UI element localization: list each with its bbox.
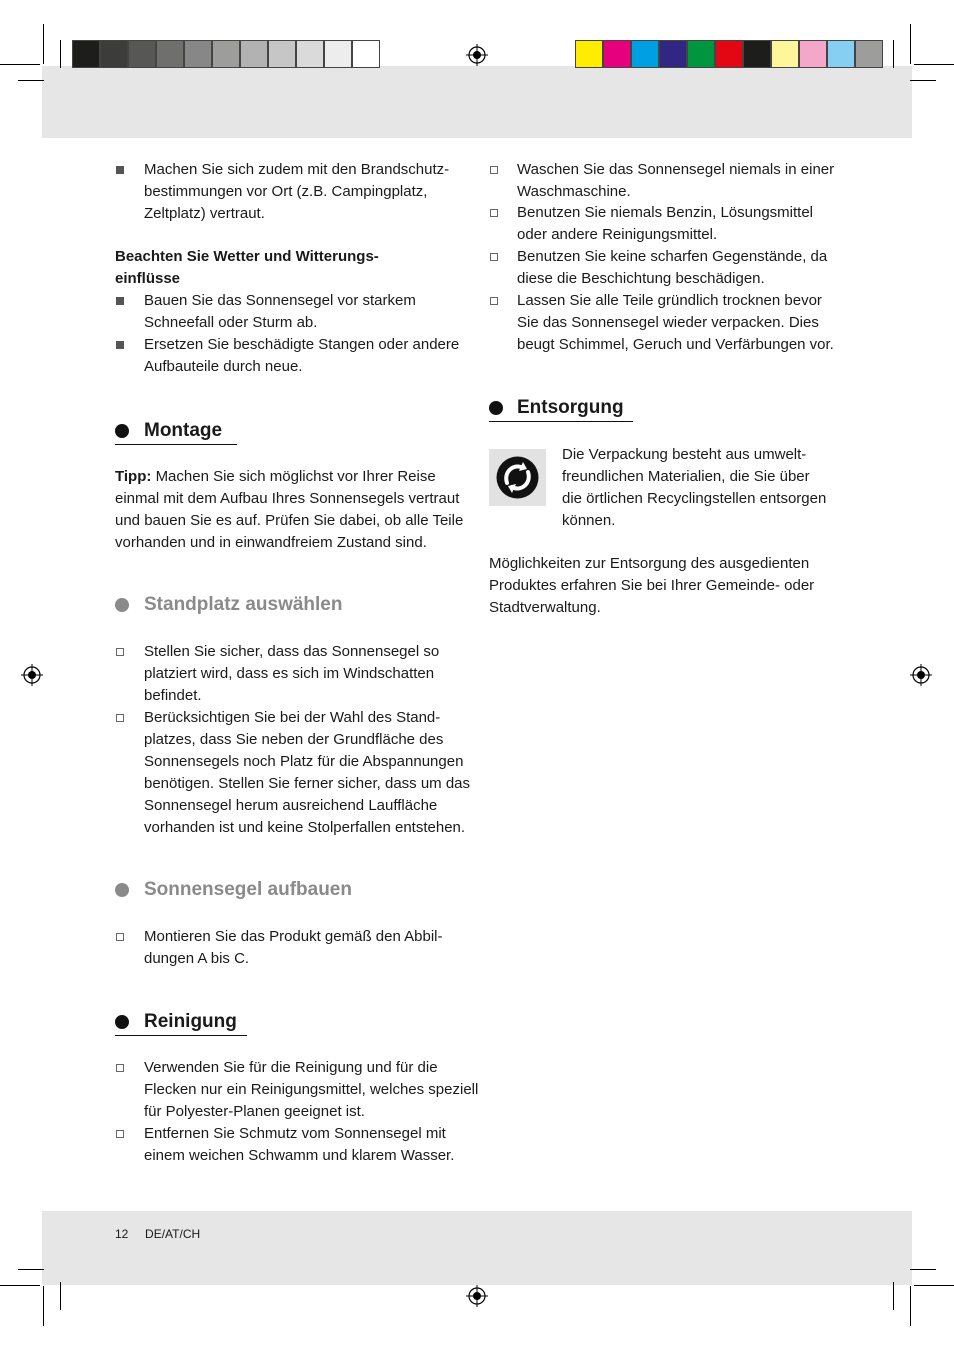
- footer-band: [42, 1211, 912, 1285]
- registration-mark-icon: [21, 664, 43, 686]
- color-swatch: [72, 40, 100, 68]
- checkbox-bullet-icon: [490, 297, 498, 305]
- square-bullet-icon: [116, 297, 124, 305]
- checkbox-bullet-icon: [116, 933, 124, 941]
- color-swatch: [296, 40, 324, 68]
- color-swatch: [743, 40, 771, 68]
- color-swatch: [240, 40, 268, 68]
- color-swatch: [268, 40, 296, 68]
- entsorgung-heading: Entsorgung: [517, 397, 624, 418]
- section-bullet-icon: [115, 883, 129, 897]
- color-swatch: [212, 40, 240, 68]
- page-footer: [115, 1226, 200, 1242]
- color-swatch: [128, 40, 156, 68]
- checkbox-bullet-icon: [116, 648, 124, 656]
- square-bullet-icon: [116, 166, 124, 174]
- page-number: 12: [115, 1227, 129, 1241]
- header-band: [42, 66, 912, 138]
- checkbox-bullet-icon: [490, 166, 498, 174]
- section-bullet-icon: [115, 598, 129, 612]
- standplatz-heading: Standplatz auswählen: [144, 594, 343, 615]
- section-bullet-icon: [115, 424, 129, 438]
- checkbox-bullet-icon: [116, 1064, 124, 1072]
- color-swatch: [855, 40, 883, 68]
- list-item: Lassen Sie alle Teile gründlich trocknen bevor Sie das Sonnensegel wieder verpacken. Dies beugt Schimmel, Geruch und Verfärbungen vor.: [517, 292, 834, 353]
- color-swatch: [687, 40, 715, 68]
- aufbauen-heading: Sonnensegel aufbauen: [144, 879, 352, 900]
- color-swatch: [827, 40, 855, 68]
- checkbox-bullet-icon: [490, 209, 498, 217]
- locale-label: DE/AT/CH: [145, 1227, 201, 1241]
- entsorgung-paragraph: Die Verpackung besteht aus umwelt- freundlichen Materialien, die Sie über die örtlichen Recyclingstellen entsorgen können.: [562, 446, 827, 529]
- color-swatch: [352, 40, 380, 68]
- color-swatch: [575, 40, 603, 68]
- color-swatch: [715, 40, 743, 68]
- weather-heading: Beachten Sie Wetter und Witterungs- einflüsse: [115, 248, 379, 287]
- square-bullet-icon: [116, 341, 124, 349]
- list-item: Stellen Sie sicher, dass das Sonnensegel so platziert wird, dass es sich im Windschatten befindet.: [144, 643, 440, 704]
- color-swatch: [184, 40, 212, 68]
- registration-mark-icon: [910, 664, 932, 686]
- color-swatch: [771, 40, 799, 68]
- color-swatch: [100, 40, 128, 68]
- heading-underline: [115, 1035, 247, 1036]
- list-item: Machen Sie sich zudem mit den Brandschutz- bestimmungen vor Ort (z.B. Campingplatz, Zeltplatz) vertraut.: [144, 161, 450, 222]
- color-swatch: [659, 40, 687, 68]
- color-swatch: [324, 40, 352, 68]
- color-swatch: [631, 40, 659, 68]
- list-item: Ersetzen Sie beschädigte Stangen oder andere Aufbauteile durch neue.: [144, 336, 460, 375]
- section-bullet-icon: [489, 401, 503, 415]
- color-swatch: [156, 40, 184, 68]
- color-swatch: [603, 40, 631, 68]
- list-item: Montieren Sie das Produkt gemäß den Abbil- dungen A bis C.: [144, 928, 443, 967]
- list-item: Bauen Sie das Sonnensegel vor starkem Schneefall oder Sturm ab.: [144, 292, 416, 331]
- color-swatch: [799, 40, 827, 68]
- list-item: Waschen Sie das Sonnensegel niemals in einer Waschmaschine.: [517, 161, 835, 200]
- reinigung-heading: Reinigung: [144, 1011, 237, 1032]
- list-item: Berücksichtigen Sie bei der Wahl des Stand- platzes, dass Sie neben der Grundfläche des Sonnensegels noch Platz für die Abspannungen benötigen. Stellen Sie ferner sicher, dass um das Sonnensegel herum ausreichend Lauffläche vorhanden ist und keine Stolperfallen entstehen.: [144, 709, 471, 836]
- list-item: Benutzen Sie niemals Benzin, Lösungsmittel oder andere Reinigungsmittel.: [517, 204, 814, 243]
- entsorgung-paragraph-2: Möglichkeiten zur Entsorgung des ausgedienten Produktes erfahren Sie bei Ihrer Gemeinde- oder Stadtverwaltung.: [489, 555, 815, 616]
- tipp-paragraph: Tipp: Machen Sie sich möglichst vor Ihrer Reise einmal mit dem Aufbau Ihres Sonnensegels vertraut und bauen Sie es auf. Prüfen Sie dabei, ob alle Teile vorhanden und in einwandfreiem Zustand sind.: [115, 468, 464, 551]
- section-bullet-icon: [115, 1015, 129, 1029]
- heading-underline: [489, 421, 633, 422]
- checkbox-bullet-icon: [116, 1130, 124, 1138]
- checkbox-bullet-icon: [490, 253, 498, 261]
- montage-heading: Montage: [144, 420, 223, 441]
- list-item: Entfernen Sie Schmutz vom Sonnensegel mit einem weichen Schwamm und klarem Wasser.: [144, 1125, 455, 1164]
- heading-underline: [115, 444, 237, 445]
- registration-mark-icon: [466, 1285, 488, 1307]
- registration-mark-icon: [466, 44, 488, 66]
- green-dot-recycling-icon: [489, 449, 546, 506]
- list-item: Verwenden Sie für die Reinigung und für die Flecken nur ein Reinigungsmittel, welches speziell für Polyester-Planen geeignet ist.: [144, 1059, 479, 1120]
- checkbox-bullet-icon: [116, 714, 124, 722]
- list-item: Benutzen Sie keine scharfen Gegenstände, da diese die Beschichtung beschädigen.: [517, 248, 828, 287]
